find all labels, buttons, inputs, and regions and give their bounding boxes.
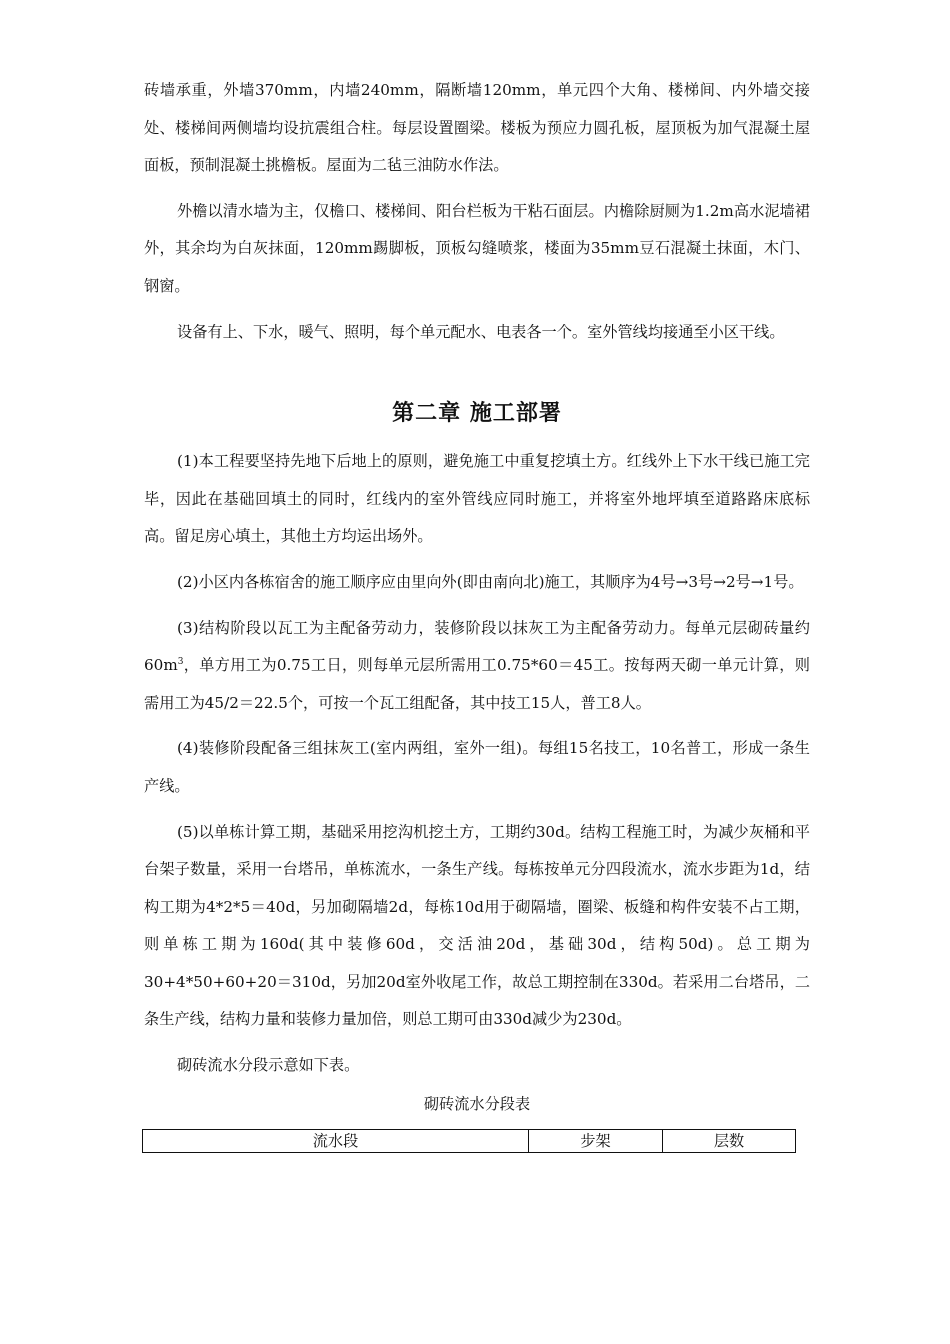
cubic-superscript: 3 (177, 657, 184, 668)
document-body (144, 72, 810, 1153)
intro-paragraph-equipment: 设备有上、下水，暖气、照明，每个单元配水、电表各一个。室外管线均接通至小区干线。 (177, 322, 785, 341)
item-paragraph-6: 砌砖流水分段示意如下表。 (177, 1056, 360, 1075)
table-header-scaffold-step: 步架 (529, 1129, 663, 1152)
item-paragraph-3-text-b: ，单方用工为0.75工日，则每单元层所需用工0.75*60＝45工。按每两天砌一单元计算，则需用工为45/2＝22.5个，可按一个瓦工组配备，其中技工15人，普工8人。 (144, 656, 810, 712)
item-paragraph-1: (1)本工程要坚持先地下后地上的原则，避免施工中重复挖填土方。红线外上下水干线已施工完毕，因此在基础回填土的同时，红线内的室外管线应同时施工，并将室外地坪填至道路路床底标高。留足房心填土，其他土方均运出场外。 (144, 452, 810, 546)
item-paragraph-5: (5)以单栋计算工期，基础采用挖沟机挖土方，工期约30d。结构工程施工时，为减少灰桶和平台架子数量，采用一台塔吊，单栋流水，一条生产线。每栋按单元分四段流水，流水步距为1d，结构工期为4*2*5＝40d，另加砌隔墙2d，每栋10d用于砌隔墙，圈梁、板缝和构件安装不占工期，则单栋工期为160d(其中装修60d，交活油20d，基础30d，结构50d)。总工期为30+4*50+60+20＝310d，另加20d室外收尾工作，故总工期控制在330d。若采用二台塔吊，二条生产线，结构力量和装修力量加倍，则总工期可由330d减少为230d。 (144, 822, 810, 1029)
table-caption: 砌砖流水分段表 (423, 1094, 531, 1113)
intro-paragraph-finishes: 外檐以清水墙为主，仅檐口、楼梯间、阳台栏板为干粘石面层。内檐除厨厕为1.2m高水泥墙裙外，其余均为白灰抹面，120mm踢脚板，顶板勾缝喷浆，楼面为35mm豆石混凝土抹面，木门、钢窗。 (144, 201, 810, 295)
chapter-title: 第二章 施工部署 (392, 401, 562, 427)
item-paragraph-3 (144, 610, 810, 723)
table-header-flow-section: 流水段 (143, 1129, 529, 1152)
item-paragraph-2: (2)小区内各栋宿舍的施工顺序应由里向外(即由南向北)施工，其顺序为4号→3号→2号→1号。 (177, 572, 804, 591)
intro-paragraph-structure: 砖墙承重，外墙370mm，内墙240mm，隔断墙120mm，单元四个大角、楼梯间、内外墙交接处、楼梯间两侧墙均设抗震组合柱。每层设置圈梁。楼板为预应力圆孔板，屋顶板为加气混凝土屋面板，预制混凝土挑檐板。屋面为二毡三油防水作法。 (144, 81, 810, 175)
item-paragraph-3-text-a: (3)结构阶段以瓦工为主配备劳动力，装修阶段以抹灰工为主配备劳动力。每单元层砌砖量约60m (144, 618, 810, 675)
item-paragraph-4: (4)装修阶段配备三组抹灰工(室内两组，室外一组)。每组15名技工，10名普工，形成一条生产线。 (144, 739, 810, 795)
table-header-floor-count: 层数 (663, 1129, 796, 1152)
table-header-row (143, 1129, 796, 1152)
flow-section-table (142, 1129, 796, 1153)
